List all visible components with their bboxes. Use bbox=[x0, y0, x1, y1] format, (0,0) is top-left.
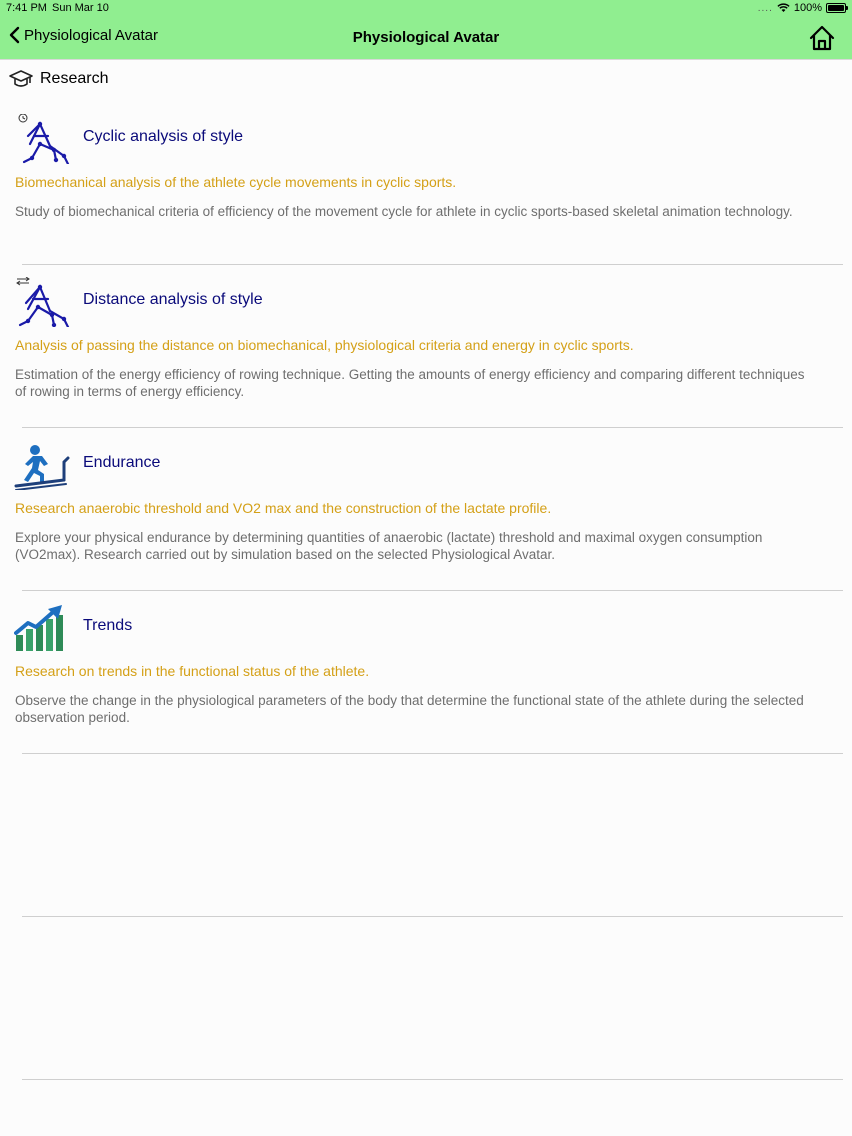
item-description: Estimation of the energy efficiency of rowing technique. Getting the amounts of energy efficiency and comparing different techniques of rowing in terms of energy efficiency. bbox=[15, 367, 805, 399]
research-item-cyclic[interactable] bbox=[0, 102, 852, 265]
item-subtitle: Research anaerobic threshold and VO2 max and the construction of the lactate profile. bbox=[15, 500, 552, 516]
item-description: Observe the change in the physiological parameters of the body that determine the functional state of the athlete during the selected observation period. bbox=[15, 693, 804, 725]
section-title: Research bbox=[40, 70, 109, 87]
item-title: Endurance bbox=[83, 454, 161, 471]
divider bbox=[22, 1079, 843, 1080]
item-description: Study of biomechanical criteria of efficiency of the movement cycle for athlete in cyclic sports-based skeletal animation technology. bbox=[15, 204, 793, 219]
item-subtitle: Biomechanical analysis of the athlete cycle movements in cyclic sports. bbox=[15, 174, 457, 190]
signal-icon: .... bbox=[757, 2, 773, 14]
trend-chart-icon bbox=[14, 603, 70, 653]
distance-skeleton-icon bbox=[14, 277, 70, 327]
research-item-trends[interactable] bbox=[0, 591, 852, 754]
graduation-cap-icon bbox=[8, 68, 34, 90]
section-header bbox=[8, 68, 108, 90]
back-button-label: Physiological Avatar bbox=[24, 26, 158, 44]
item-title: Distance analysis of style bbox=[83, 291, 263, 308]
treadmill-runner-icon bbox=[14, 440, 70, 490]
status-date: Sun Mar 10 bbox=[52, 2, 109, 14]
status-bar bbox=[0, 0, 852, 16]
home-icon[interactable] bbox=[808, 24, 836, 52]
research-item-endurance[interactable] bbox=[0, 428, 852, 591]
cyclic-skeleton-icon bbox=[14, 114, 70, 164]
item-subtitle: Analysis of passing the distance on biomechanical, physiological criteria and energy in cyclic sports. bbox=[15, 337, 634, 353]
status-indicators bbox=[758, 2, 846, 14]
item-title: Trends bbox=[83, 617, 133, 634]
item-description: Explore your physical endurance by determining quantities of anaerobic (lactate) threshold and maximal oxygen consumption (VO2max). Research carried out by simulation based on the selected Physiological Avatar. bbox=[15, 530, 763, 562]
battery-percent: 100% bbox=[793, 2, 822, 14]
empty-row bbox=[0, 754, 852, 917]
page-title: Physiological Avatar bbox=[352, 29, 500, 46]
status-time: 7:41 PM bbox=[6, 2, 47, 14]
item-subtitle: Research on trends in the functional status of the athlete. bbox=[15, 663, 370, 679]
wifi-icon bbox=[777, 3, 790, 13]
navigation-bar bbox=[0, 16, 852, 60]
item-title: Cyclic analysis of style bbox=[83, 128, 244, 145]
empty-row bbox=[0, 917, 852, 1080]
research-item-distance[interactable] bbox=[0, 265, 852, 428]
battery-icon bbox=[826, 3, 846, 13]
